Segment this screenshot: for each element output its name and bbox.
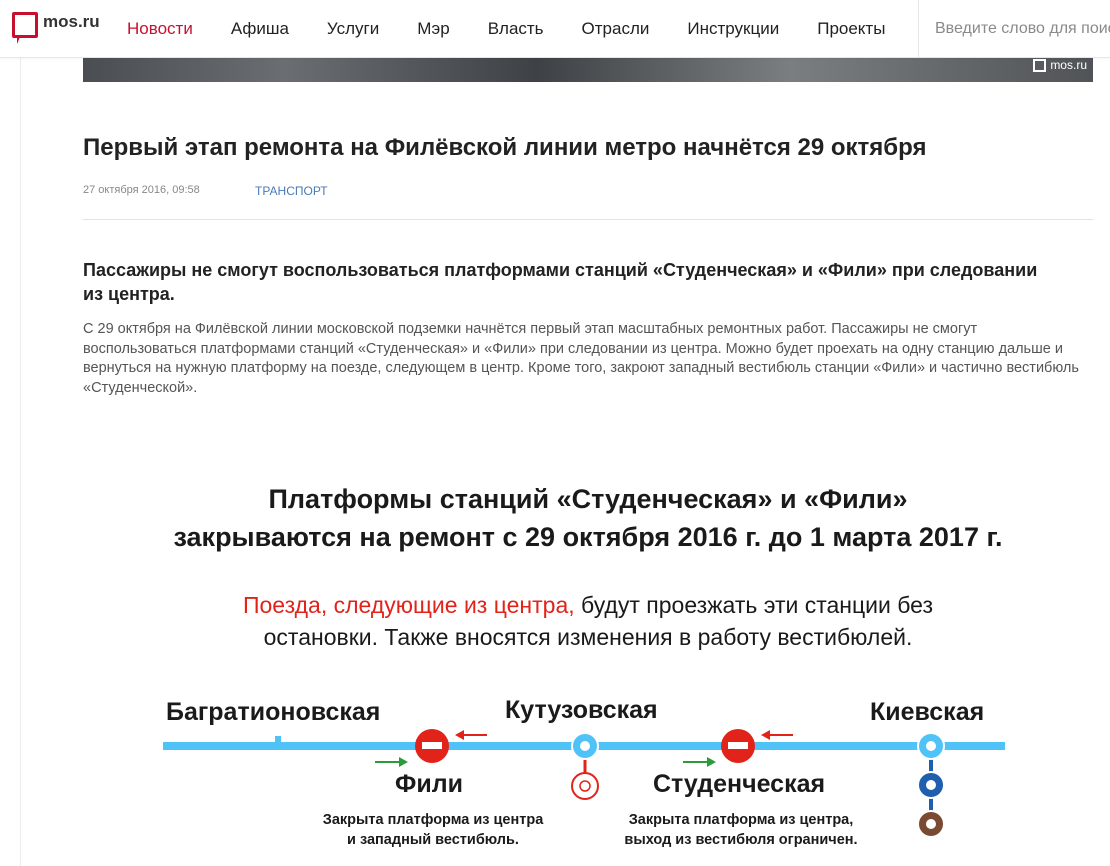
article-lead: Пассажиры не смогут воспользоваться платформами станций «Студенческая» и «Фили» при следовании из центра. — [83, 260, 1038, 304]
studencheskaya-green-arrow-icon — [683, 757, 716, 767]
infographic-text-red: Поезда, следующие из центра, — [242, 592, 575, 618]
infographic-text-rest: будут проезжать эти станции без — [574, 592, 934, 618]
nav-divider — [918, 0, 919, 58]
studencheskaya-note-line2: выход из вестибюля ограничен. — [624, 832, 858, 848]
nav-item-mayor[interactable]: Мэр — [417, 19, 450, 38]
nav-item-news[interactable]: Новости — [127, 19, 193, 38]
station-label-bagrationovskaya: Багратионовская — [166, 698, 381, 726]
infographic — [83, 440, 1093, 866]
studencheskaya-red-arrow-icon — [761, 730, 793, 740]
station-bagrationovskaya-marker — [275, 736, 281, 746]
left-border-line — [20, 58, 21, 866]
logo-text: mos.ru — [43, 12, 100, 31]
watermark-logo-icon — [1033, 59, 1046, 72]
studencheskaya-note-line1: Закрыта платформа из центра, — [628, 812, 854, 828]
station-label-studencheskaya: Студенческая — [653, 770, 826, 798]
fili-note-line2: и западный вестибюль. — [347, 832, 519, 848]
station-label-kutuzovskaya: Кутузовская — [505, 696, 658, 724]
divider — [83, 219, 1093, 220]
fili-green-arrow-icon — [375, 757, 408, 767]
station-label-kievskaya: Киевская — [870, 698, 985, 726]
article-date: 27 октября 2016, 09:58 — [83, 184, 200, 196]
search-input[interactable] — [935, 16, 1110, 42]
station-label-fili: Фили — [395, 770, 463, 798]
nav-item-afisha[interactable]: Афиша — [230, 19, 289, 38]
fili-note — [313, 810, 553, 850]
hero-image — [83, 58, 1093, 82]
fili-red-arrow-icon — [455, 730, 487, 740]
article-body: С 29 октября на Филёвской линии московской подземки начнётся первый этап масштабных ремонтных работ. Пассажиры не смогут воспользоваться платформами станций «Студенческая» и «Фили» при следовании из центра. Можно будет проехать на одну станцию дальше и вернуться на нужную платформу на поезде, следующем в центр. Кроме того, закроют западный вестибюль станции «Фили» и частично вестибюль «Студенческой». — [83, 321, 1079, 396]
mos-ru-logo[interactable] — [12, 12, 100, 38]
metro-line-scheme — [83, 440, 1093, 866]
main-nav — [108, 0, 904, 58]
hero-watermark — [1033, 58, 1087, 72]
top-navigation-bar — [0, 0, 1110, 58]
nav-item-sectors[interactable]: Отрасли — [581, 19, 650, 38]
nav-item-projects[interactable]: Проекты — [817, 19, 886, 38]
article-title: Первый этап ремонта на Филёвской линии метро начнётся 29 октября — [83, 134, 927, 161]
infographic-headline-line2: закрываются на ремонт с 29 октября 2016 г. до 1 марта 2017 г. — [173, 522, 1003, 552]
studencheskaya-note — [616, 810, 866, 850]
article-category-link[interactable]: ТРАНСПОРТ — [255, 184, 328, 198]
fili-note-line1: Закрыта платформа из центра — [322, 812, 544, 828]
logo-icon — [12, 12, 38, 38]
studencheskaya-closed-icon — [721, 729, 755, 763]
nav-item-government[interactable]: Власть — [487, 19, 544, 38]
fili-closed-icon — [415, 729, 449, 763]
infographic-text-line2: остановки. Также вносятся изменения в работу вестибюлей. — [263, 624, 913, 650]
hero-watermark-text: mos.ru — [1050, 58, 1087, 72]
infographic-headline-line1: Платформы станций «Студенческая» и «Фили» — [268, 484, 908, 514]
nav-item-instructions[interactable]: Инструкции — [687, 19, 780, 38]
kutuzovskaya-transfer-icon — [572, 733, 598, 799]
kievskaya-transfer-icon — [918, 733, 944, 837]
nav-item-services[interactable]: Услуги — [326, 19, 380, 38]
